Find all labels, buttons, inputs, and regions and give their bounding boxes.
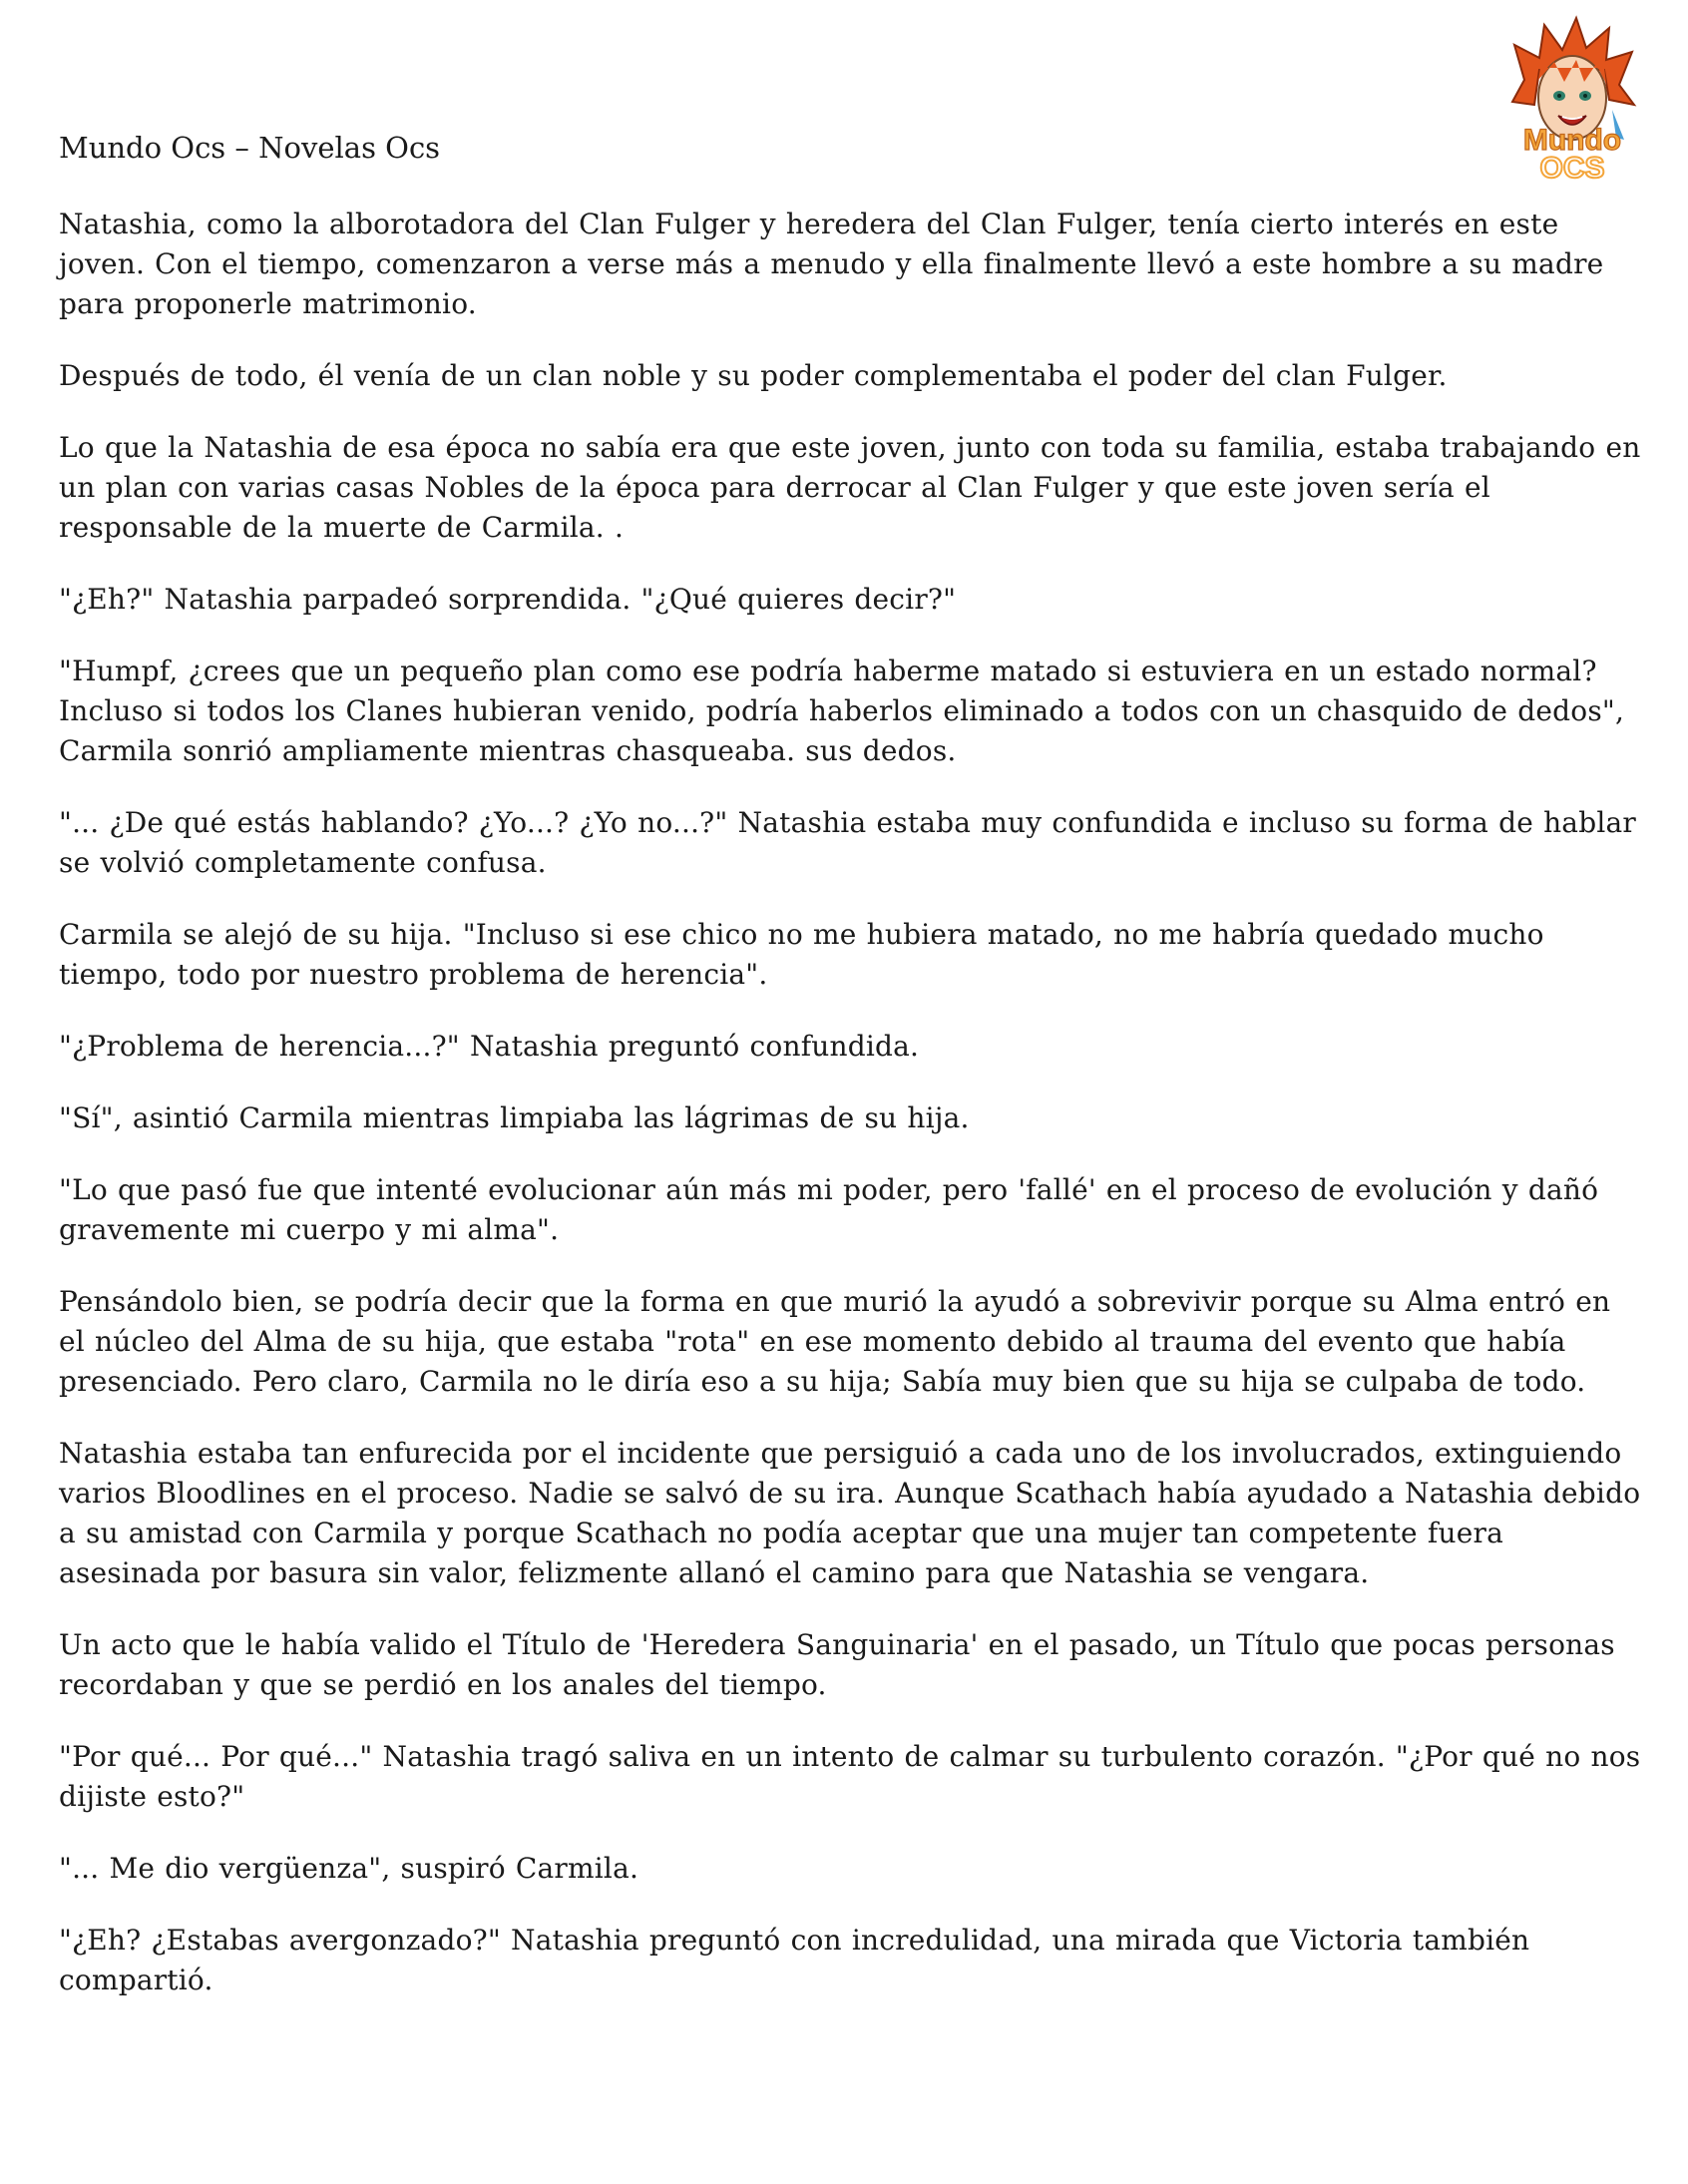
paragraph: "¿Eh?" Natashia parpadeó sorprendida. "¿Qué quieres decir?" [59,583,957,616]
paragraph: "Por qué... Por qué..." Natashia tragó saliva en un intento de calmar su turbulento corazón. "¿Por qué no nos dijiste esto?" [59,1740,1641,1813]
logo-text-line2: OCS [1539,152,1605,185]
mundo-ocs-logo-icon [1484,10,1659,185]
paragraph: Después de todo, él venía de un clan noble y su poder complementaba el poder del clan Fulger. [59,359,1448,392]
paragraph: Carmila se alejó de su hija. "Incluso si ese chico no me hubiera matado, no me habría quedado mucho tiempo, todo por nuestro problema de herencia". [59,918,1544,991]
page-header: Mundo Ocs – Novelas Ocs [59,131,441,165]
document-body [59,205,1645,2032]
paragraph: "¿Eh? ¿Estabas avergonzado?" Natashia preguntó con incredulidad, una mirada que Victoria también compartió. [59,1924,1530,1996]
paragraph: Un acto que le había valido el Título de 'Heredera Sanguinaria' en el pasado, un Título que pocas personas recordaban y que se perdió en los anales del tiempo. [59,1628,1615,1701]
paragraph: "... Me dio vergüenza", suspiró Carmila. [59,1852,639,1885]
paragraph: Lo que la Natashia de esa época no sabía era que este joven, junto con toda su familia, estaba trabajando en un plan con varias casas Nobles de la época para derrocar al Clan Fulger y que este joven sería el responsable de la muerte de Carmila. . [59,431,1641,544]
logo-graphic [1484,10,1659,185]
paragraph: "Sí", asintió Carmila mientras limpiaba las lágrimas de su hija. [59,1101,970,1134]
paragraph: "Lo que pasó fue que intenté evolucionar aún más mi poder, pero 'fallé' en el proceso de evolución y dañó gravemente mi cuerpo y mi alma". [59,1173,1599,1246]
paragraph: Pensándolo bien, se podría decir que la forma en que murió la ayudó a sobrevivir porque su Alma entró en el núcleo del Alma de su hija, que estaba "rota" en ese momento debido al trauma del evento que había presenciado. Pero claro, Carmila no le diría eso a su hija; Sabía muy bien que su hija se culpaba de todo. [59,1285,1611,1398]
paragraph: "... ¿De qué estás hablando? ¿Yo...? ¿Yo no...?" Natashia estaba muy confundida e incluso su forma de hablar se volvió completamente confusa. [59,806,1636,879]
logo-text-line1: Mundo [1522,124,1622,157]
paragraph: Natashia estaba tan enfurecida por el incidente que persiguió a cada uno de los involucrados, extinguiendo varios Bloodlines en el proceso. Nadie se salvó de su ira. Aunque Scathach había ayudado a Natashia debido a su amistad con Carmila y porque Scathach no podía aceptar que una mujer tan competente fuera asesinada por basura sin valor, felizmente allanó el camino para que Natashia se vengara. [59,1437,1641,1589]
paragraph: "¿Problema de herencia...?" Natashia preguntó confundida. [59,1030,920,1063]
paragraph: Natashia, como la alborotadora del Clan Fulger y heredera del Clan Fulger, tenía cierto interés en este joven. Con el tiempo, comenzaron a verse más a menudo y ella finalmente llevó a este hombre a su madre para proponerle matrimonio. [59,208,1604,320]
paragraph: "Humpf, ¿crees que un pequeño plan como ese podría haberme matado si estuviera en un estado normal? Incluso si todos los Clanes hubieran venido, podría haberlos eliminado a todos con un chasquido de dedos", Carmila sonrió ampliamente mientras chasqueaba. sus dedos. [59,655,1625,767]
